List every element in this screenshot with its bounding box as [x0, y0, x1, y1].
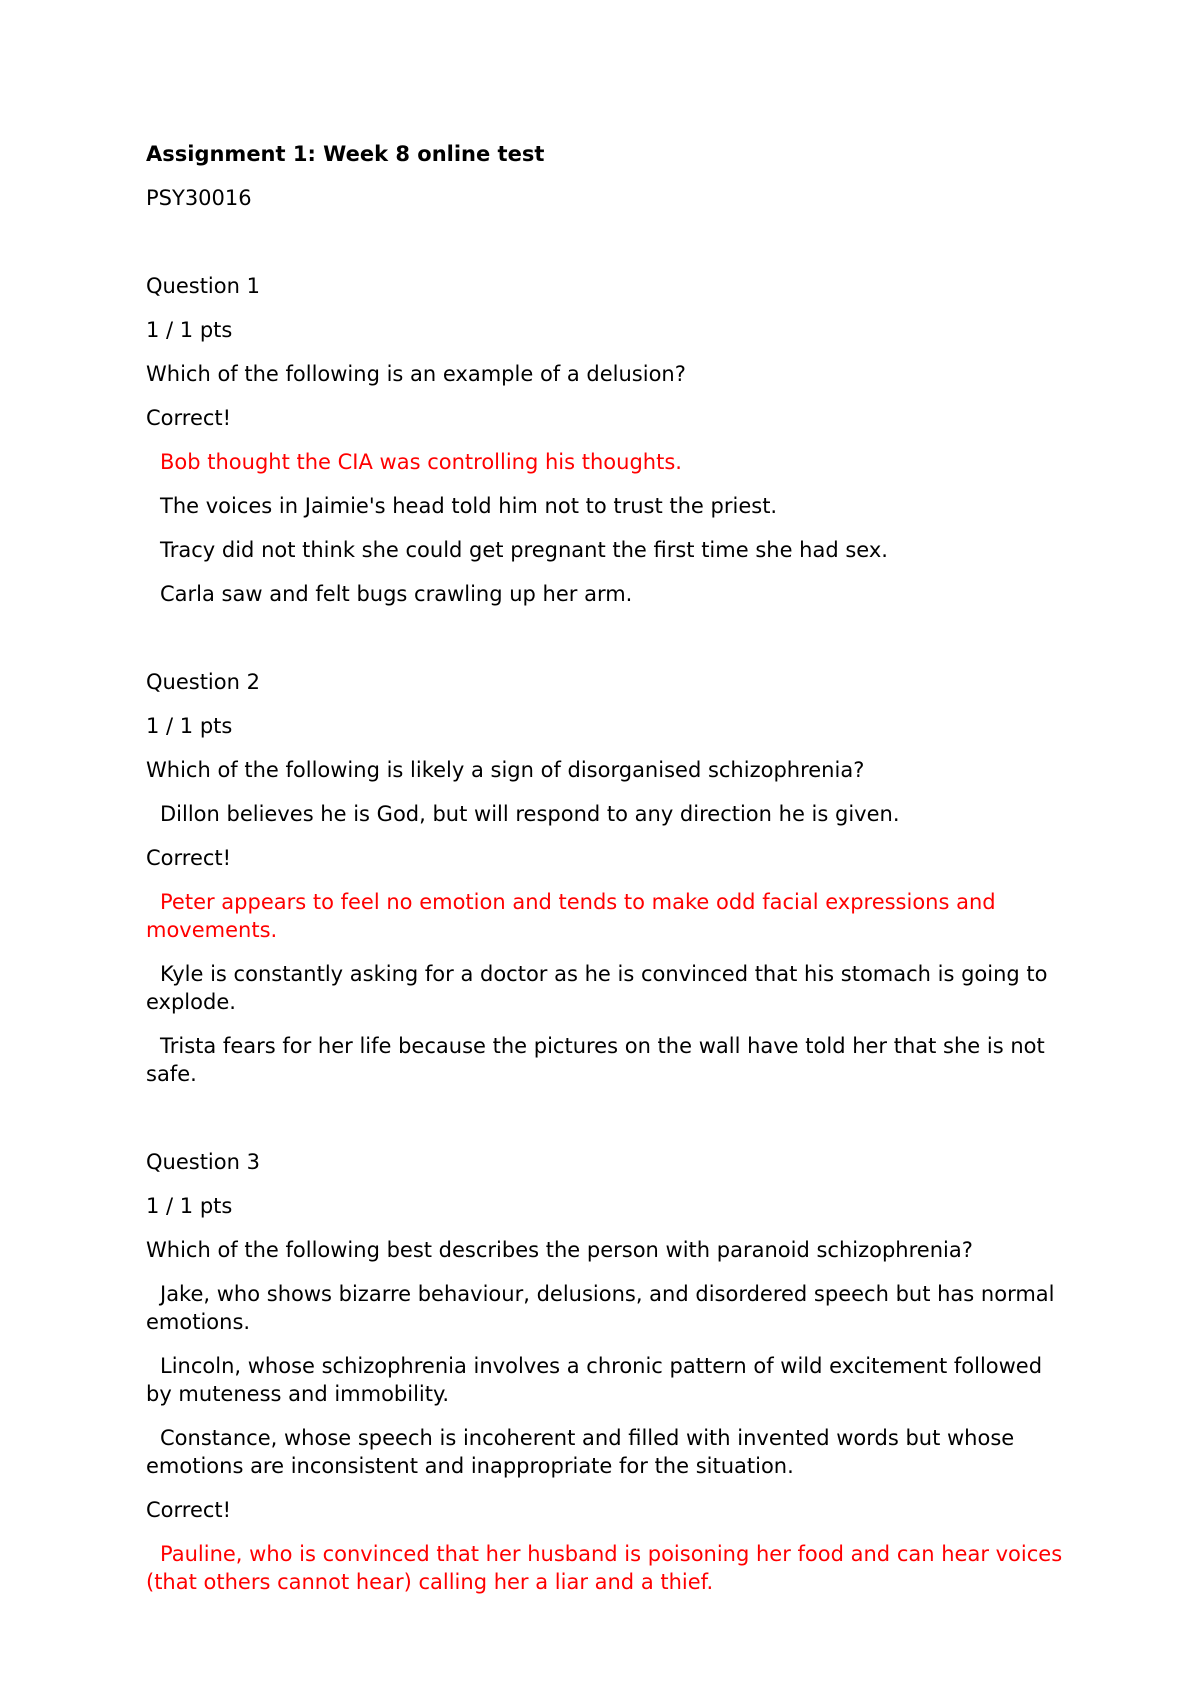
question-points: 1 / 1 pts [146, 318, 233, 342]
answer-option: The voices in Jaimie's head told him not to trust the priest. [160, 494, 778, 518]
question-prompt: Which of the following best describes the person with paranoid schizophrenia? [146, 1238, 973, 1262]
question-spacer [146, 1088, 1066, 1148]
answer-option: Carla saw and felt bugs crawling up her arm. [160, 582, 633, 606]
correct-marker: Correct! [146, 406, 232, 430]
question-label: Question 1 [146, 274, 260, 298]
answer-option: Dillon believes he is God, but will respond to any direction he is given. [160, 802, 900, 826]
question-prompt: Which of the following is an example of a delusion? [146, 362, 686, 386]
answer-option: Kyle is constantly asking for a doctor as he is convinced that his stomach is going to explode. [146, 962, 1048, 1014]
course-code: PSY30016 [146, 186, 252, 210]
answer-option-correct: Bob thought the CIA was controlling his thoughts. [160, 450, 682, 474]
answer-option: Constance, whose speech is incoherent and filled with invented words but whose emotions are inconsistent and inappropriate for the situation. [146, 1426, 1015, 1478]
answer-option: Jake, who shows bizarre behaviour, delusions, and disordered speech but has normal emotions. [146, 1282, 1055, 1334]
question-prompt: Which of the following is likely a sign of disorganised schizophrenia? [146, 758, 865, 782]
answer-option-correct: Pauline, who is convinced that her husband is poisoning her food and can hear voices (that others cannot hear) calling her a liar and a thief. [146, 1542, 1063, 1594]
question-1 [146, 272, 1066, 608]
question-points: 1 / 1 pts [146, 714, 233, 738]
answer-option: Trista fears for her life because the pictures on the wall have told her that she is not safe. [146, 1034, 1045, 1086]
question-label: Question 2 [146, 670, 260, 694]
correct-marker: Correct! [146, 846, 232, 870]
document-page [146, 140, 1066, 1596]
correct-marker: Correct! [146, 1498, 232, 1522]
question-label: Question 3 [146, 1150, 260, 1174]
question-2 [146, 668, 1066, 1088]
question-points: 1 / 1 pts [146, 1194, 233, 1218]
answer-option: Tracy did not think she could get pregnant the first time she had sex. [160, 538, 888, 562]
answer-option-correct: Peter appears to feel no emotion and tends to make odd facial expressions and movements. [146, 890, 996, 942]
question-3 [146, 1148, 1066, 1596]
answer-option: Lincoln, whose schizophrenia involves a chronic pattern of wild excitement followed by muteness and immobility. [146, 1354, 1043, 1406]
question-spacer [146, 608, 1066, 668]
document-title: Assignment 1: Week 8 online test [146, 142, 545, 166]
